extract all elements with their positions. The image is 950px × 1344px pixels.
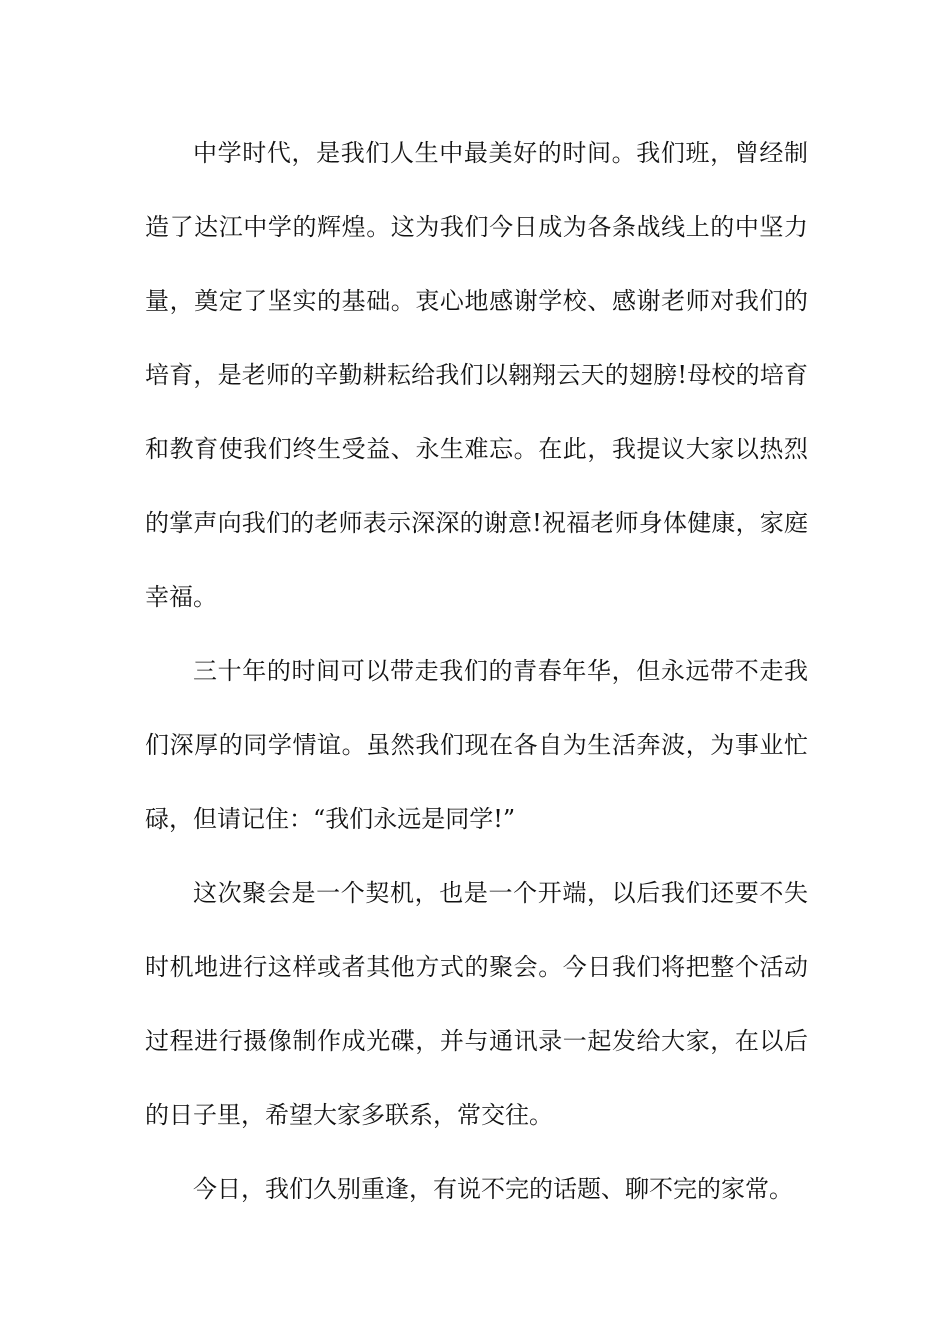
document-body: [145, 126, 808, 1236]
text-line: 和教育使我们终生受益、永生难忘。在此，我提议大家以热烈: [145, 435, 808, 463]
paragraph-4: [145, 1162, 808, 1236]
text-line: 碌，但请记住：“我们永远是同学!”: [145, 805, 516, 833]
text-line: 今日，我们久别重逢，有说不完的话题、聊不完的家常。: [193, 1175, 793, 1203]
paragraph-3: [145, 866, 808, 1162]
text-line: 量，奠定了坚实的基础。衷心地感谢学校、感谢老师对我们的: [145, 287, 808, 315]
text-line: 造了达江中学的辉煌。这为我们今日成为各条战线上的中坚力: [145, 213, 808, 241]
text-line: 培育，是老师的辛勤耕耘给我们以翱翔云天的翅膀!母校的培育: [145, 361, 808, 389]
text-line: 过程进行摄像制作成光碟，并与通讯录一起发给大家，在以后: [145, 1027, 808, 1055]
text-line: 时机地进行这样或者其他方式的聚会。今日我们将把整个活动: [145, 953, 808, 981]
paragraph-2: [145, 644, 808, 866]
text-line: 的日子里，希望大家多联系，常交往。: [145, 1101, 553, 1129]
text-line: 们深厚的同学情谊。虽然我们现在各自为生活奔波，为事业忙: [145, 731, 808, 759]
text-line: 三十年的时间可以带走我们的青春年华，但永远带不走我: [193, 657, 808, 685]
text-line: 的掌声向我们的老师表示深深的谢意!祝福老师身体健康，家庭: [145, 509, 808, 537]
text-line: 中学时代，是我们人生中最美好的时间。我们班，曾经制: [193, 139, 808, 167]
paragraph-1: [145, 126, 808, 644]
text-line: 这次聚会是一个契机，也是一个开端，以后我们还要不失: [193, 879, 808, 907]
text-line: 幸福。: [145, 583, 217, 611]
